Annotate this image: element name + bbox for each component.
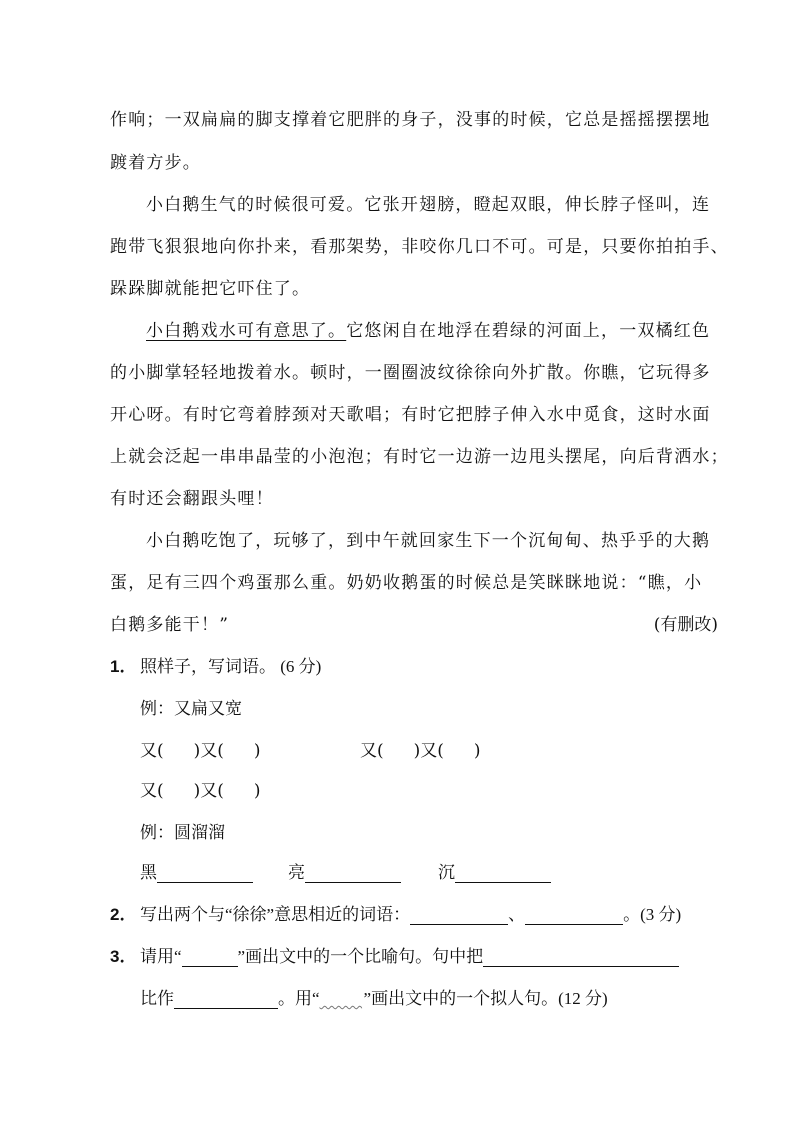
answer-blank[interactable]: 又( )又( )	[360, 741, 481, 761]
answer-blank[interactable]	[410, 906, 508, 925]
wavy-line-sample: ​	[319, 989, 363, 1008]
fill-blank-hei[interactable]: 黑	[140, 858, 253, 883]
passage-line: 小白鹅生气的时候很可爱。它张开翅膀，瞪起双眼，伸长脖子怪叫，连	[146, 195, 711, 215]
passage-line: 小白鹅吃饱了，玩够了，到中午就回家生下一个沉甸甸、热乎乎的大鹅	[146, 531, 711, 551]
answer-blank[interactable]	[483, 948, 679, 967]
example-text: 例：圆溜溜	[140, 823, 225, 842]
passage-line: 上就会泛起一串串晶莹的小泡泡；有时它一边游一边甩头摆尾，向后背洒水；	[110, 447, 729, 467]
passage-line: 白鹅多能干！”	[110, 615, 230, 635]
answer-blank[interactable]: 又( )又( )	[140, 781, 261, 801]
passage-line: 开心呀。有时它弯着脖颈对天歌唱；有时它把脖子伸入水中觅食，这时水面	[110, 405, 711, 425]
passage-line: 蛋，足有三四个鸡蛋那么重。奶奶收鹅蛋的时候总是笑眯眯地说：“瞧，小	[110, 573, 703, 593]
simile-underline: 小白鹅戏水可有意思了。	[146, 321, 347, 341]
passage-line	[146, 316, 710, 341]
example-text: 例：又扁又宽	[140, 699, 242, 718]
fill-blank-chen[interactable]: 沉	[438, 858, 551, 883]
question-number: 3．	[110, 947, 137, 966]
question-text: 比作 。用“​ ”画出文中的一个拟人句。(12 分)	[140, 989, 608, 1008]
passage-line: 的小脚掌轻轻地拨着水。顿时，一圈圈波纹徐徐向外扩散。你瞧，它玩得多	[110, 363, 711, 383]
question-text: 写出两个与“徐徐”意思相近的词语： 、 。(3 分)	[140, 905, 682, 924]
passage-line: 踱着方步。	[110, 153, 201, 173]
question-number: 1．	[110, 657, 137, 676]
answer-blank[interactable]: 又( )又( )	[140, 741, 261, 761]
question-prompt: 照样子，写词语。 (6 分)	[140, 657, 322, 676]
straight-line-sample	[182, 948, 238, 967]
passage-line: 作响；一双扁扁的脚支撑着它肥胖的身子，没事的时候，它总是摇摇摆摆地	[110, 110, 711, 130]
answer-blank[interactable]	[525, 906, 623, 925]
passage-line: 有时还会翻跟头哩！	[110, 489, 274, 509]
question-number: 2．	[110, 905, 137, 924]
passage-line: 跑带飞狠狠地向你扑来，看那架势，非咬你几口不可。可是，只要你拍拍手、	[110, 237, 729, 257]
answer-blank[interactable]	[174, 990, 278, 1009]
passage-text: 它悠闲自在地浮在碧绿的河面上，一双橘红色	[346, 321, 711, 341]
question-text: 请用“ ”画出文中的一个比喻句。句中把	[140, 942, 679, 967]
passage-line: 跺跺脚就能把它吓住了。	[110, 279, 311, 299]
fill-blank-liang[interactable]: 亮	[288, 858, 401, 883]
source-note: (有删改)	[653, 615, 718, 635]
